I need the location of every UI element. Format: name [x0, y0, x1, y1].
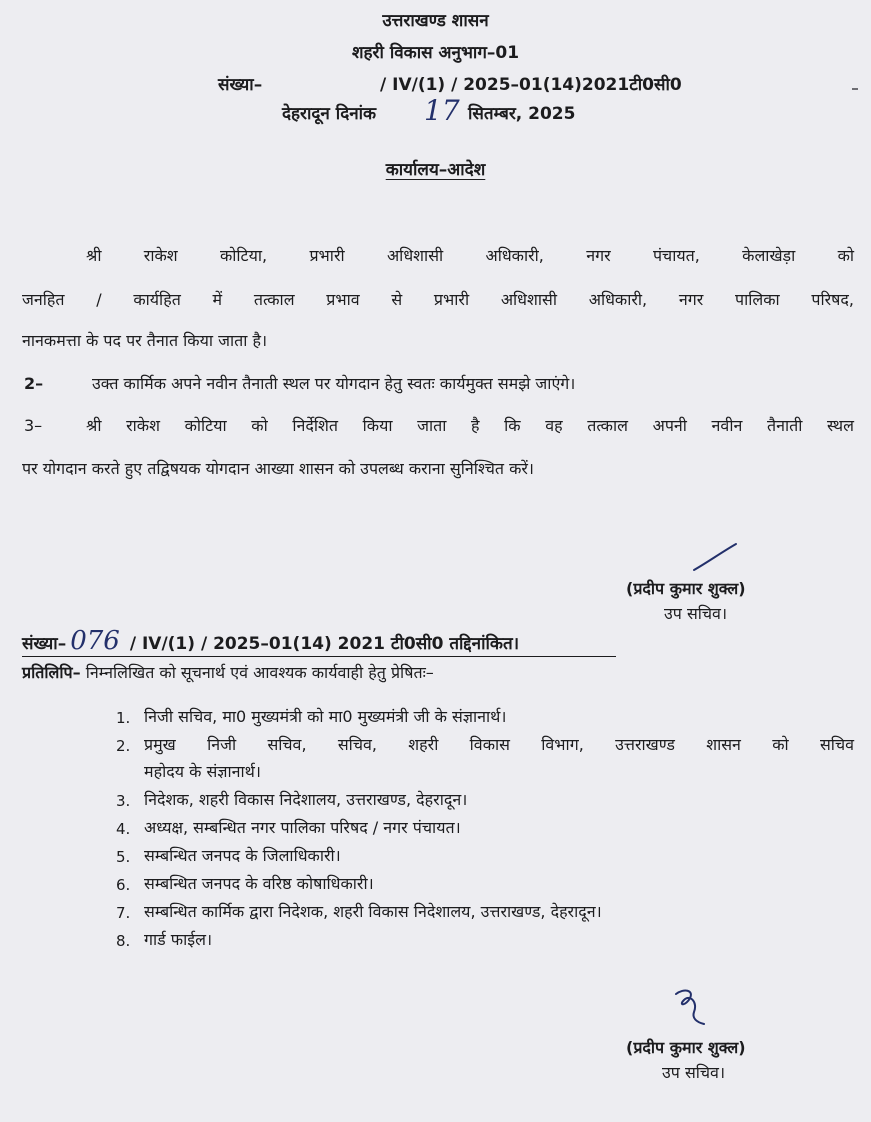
signature-initial-mark-1: [690, 540, 740, 576]
recipient-5-text: सम्बन्धित जनपद के जिलाधिकारी।: [144, 846, 341, 865]
para1-line3: नानकमत्ता के पद पर तैनात किया जाता है।: [22, 331, 268, 350]
copy-ref-rest: / IV/(1) / 2025–01(14) 2021 टी0सी0 तद्दिनांकित।: [129, 634, 520, 654]
recipient-6-text: सम्बन्धित जनपद के वरिष्ठ कोषाधिकारी।: [144, 874, 374, 893]
header-government: उत्तराखण्ड शासन: [382, 11, 489, 31]
recipient-5-number: 5.: [116, 848, 131, 866]
signature1-name: (प्रदीप कुमार शुक्ल): [626, 579, 746, 598]
header-date-suffix: सितम्बर, 2025: [468, 104, 576, 124]
recipient-3-text: निदेशक, शहरी विकास निदेशालय, उत्तराखण्ड, देहरादून।: [144, 790, 468, 809]
signature-initial-mark-2: [668, 984, 714, 1028]
copy-to-label: प्रतिलिपि–: [22, 663, 81, 682]
recipient-1-number: 1.: [116, 709, 131, 727]
recipient-6-number: 6.: [116, 876, 131, 894]
recipient-3-number: 3.: [116, 792, 131, 810]
header-ref-label: संख्या–: [218, 75, 263, 95]
para3-line2: पर योगदान करते हुए तद्विषयक योगदान आख्या शासन को उपलब्ध कराना सुनिश्चित करें।: [22, 459, 534, 478]
order-title: कार्यालय–आदेश: [385, 160, 486, 180]
recipient-2-number: 2.: [116, 737, 131, 755]
copy-ref-label: संख्या–: [22, 634, 67, 654]
recipient-4-text: अध्यक्ष, सम्बन्धित नगर पालिका परिषद / नगर पंचायत।: [144, 818, 461, 837]
para2-text: उक्त कार्मिक अपने नवीन तैनाती स्थल पर योगदान हेतु स्वतः कार्यमुक्त समझे जाएंगे।: [92, 374, 576, 393]
para3-line1: श्री राकेश कोटिया को निर्देशित किया जाता है कि वह तत्काल अपनी नवीन तैनाती स्थल: [86, 416, 854, 435]
signature2-name: (प्रदीप कुमार शुक्ल): [626, 1038, 746, 1057]
header-date-handwritten: 17: [424, 94, 460, 127]
header-ref-number: / IV/(1) / 2025–01(14)2021टी0सी0: [380, 75, 682, 95]
header-section: शहरी विकास अनुभाग–01: [351, 43, 520, 63]
para3-number: 3–: [24, 416, 43, 435]
signature2-designation: उप सचिव।: [662, 1063, 726, 1082]
recipient-1-text: निजी सचिव, मा0 मुख्यमंत्री को मा0 मुख्यमंत्री जी के संज्ञानार्थ।: [144, 707, 507, 726]
para2-number: 2–: [24, 374, 44, 393]
recipient-8-number: 8.: [116, 932, 131, 950]
recipient-4-number: 4.: [116, 820, 131, 838]
recipient-2-text-line1: प्रमुख निजी सचिव, सचिव, शहरी विकास विभाग, उत्तराखण्ड शासन को सचिव: [144, 735, 854, 754]
recipient-8-text: गार्ड फाईल।: [144, 930, 213, 949]
recipient-7-number: 7.: [116, 904, 131, 922]
recipient-7-text: सम्बन्धित कार्मिक द्वारा निदेशक, शहरी विकास निदेशालय, उत्तराखण्ड, देहरादून।: [144, 902, 602, 921]
copy-ref-handwritten-number: 076: [70, 626, 120, 656]
copy-ref-line: [22, 626, 616, 657]
signature1-designation: उप सचिव।: [664, 604, 728, 623]
para1-line2: जनहित / कार्यहित में तत्काल प्रभाव से प्रभारी अधिशासी अधिकारी, नगर पालिका परिषद,: [22, 290, 854, 309]
copy-to-text: निम्नलिखित को सूचनार्थ एवं आवश्यक कार्यवाही हेतु प्रेषितः–: [85, 663, 434, 682]
copy-to-line: [22, 663, 434, 683]
header-date-prefix: देहरादून दिनांक: [282, 104, 377, 124]
recipient-2-text-line2: महोदय के संज्ञानार्थ।: [144, 762, 261, 781]
para1-line1: श्री राकेश कोटिया, प्रभारी अधिशासी अधिकारी, नगर पंचायत, केलाखेड़ा को: [86, 246, 854, 265]
stray-mark: [852, 88, 858, 90]
